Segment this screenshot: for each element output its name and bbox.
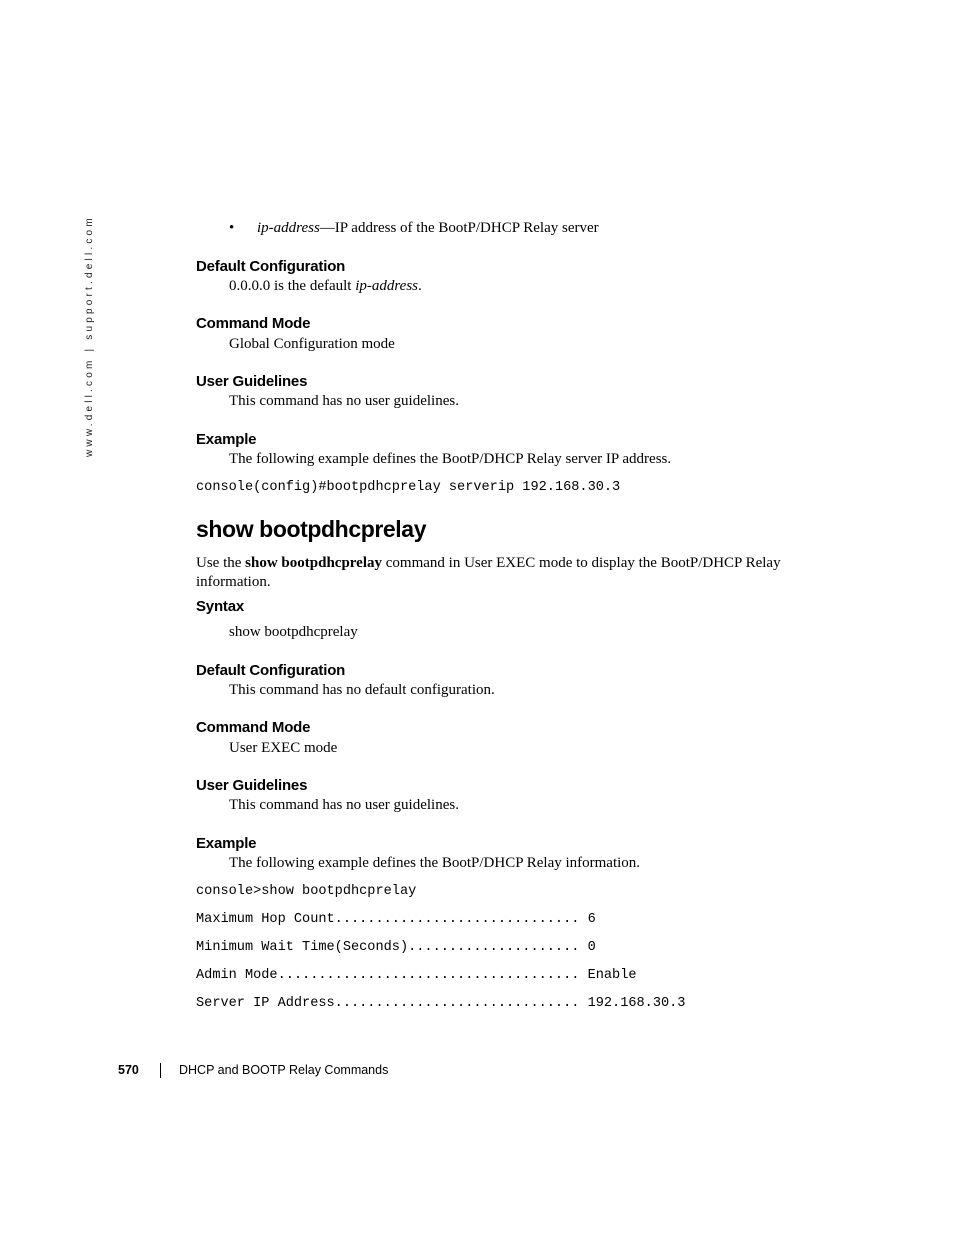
user-guidelines-heading-2: User Guidelines <box>196 777 308 794</box>
page-number: 570 <box>118 1063 139 1077</box>
bullet-marker: • <box>229 220 235 236</box>
default-config-heading-2: Default Configuration <box>196 662 346 679</box>
command-mode-text-2: User EXEC mode <box>229 740 338 756</box>
example-text: The following example defines the BootP/DHCP Relay server IP address. <box>229 451 672 467</box>
example-text-2: The following example defines the BootP/DHCP Relay information. <box>229 855 641 871</box>
bullet-description: —IP address of the BootP/DHCP Relay server <box>319 220 599 236</box>
code-line: Server IP Address.............................. 192.168.30.3 <box>196 996 686 1011</box>
syntax-heading: Syntax <box>196 598 244 615</box>
command-mode-heading-2: Command Mode <box>196 719 311 736</box>
default-config-heading: Default Configuration <box>196 258 346 275</box>
syntax-text: show bootpdhcprelay <box>229 624 358 640</box>
command-title: show bootpdhcprelay <box>196 516 427 542</box>
example-heading: Example <box>196 431 257 448</box>
intro-post: command in User EXEC mode to display the BootP/DHCP Relay information. <box>196 555 781 590</box>
code-line: Maximum Hop Count.............................. 6 <box>196 912 596 927</box>
default-config-text <box>229 278 422 295</box>
command-mode-heading: Command Mode <box>196 315 311 332</box>
command-intro <box>196 554 806 592</box>
code-line: Minimum Wait Time(Seconds)..................... 0 <box>196 940 596 955</box>
user-guidelines-text: This command has no user guidelines. <box>229 393 459 409</box>
footer-divider <box>160 1063 161 1078</box>
default-config-em: ip-address <box>355 278 419 294</box>
chapter-title: DHCP and BOOTP Relay Commands <box>179 1063 389 1077</box>
code-line: Admin Mode..................................... Enable <box>196 968 637 983</box>
user-guidelines-heading: User Guidelines <box>196 373 308 390</box>
intro-pre: Use the <box>196 555 246 571</box>
code-line: console>show bootpdhcprelay <box>196 884 417 899</box>
command-mode-text: Global Configuration mode <box>229 336 395 352</box>
bullet-term: ip-address <box>257 220 320 236</box>
example-heading-2: Example <box>196 835 257 852</box>
user-guidelines-text-2: This command has no user guidelines. <box>229 797 459 813</box>
bullet-item <box>257 220 599 237</box>
example-code: console(config)#bootpdhcprelay serverip 192.168.30.3 <box>196 480 621 495</box>
default-config-text-2: This command has no default configuration. <box>229 682 495 698</box>
default-config-post: . <box>418 278 422 294</box>
default-config-pre: 0.0.0.0 is the default <box>229 278 356 294</box>
intro-command: show bootpdhcprelay <box>245 555 382 571</box>
side-url-text: www.dell.com | support.dell.com <box>84 215 95 457</box>
